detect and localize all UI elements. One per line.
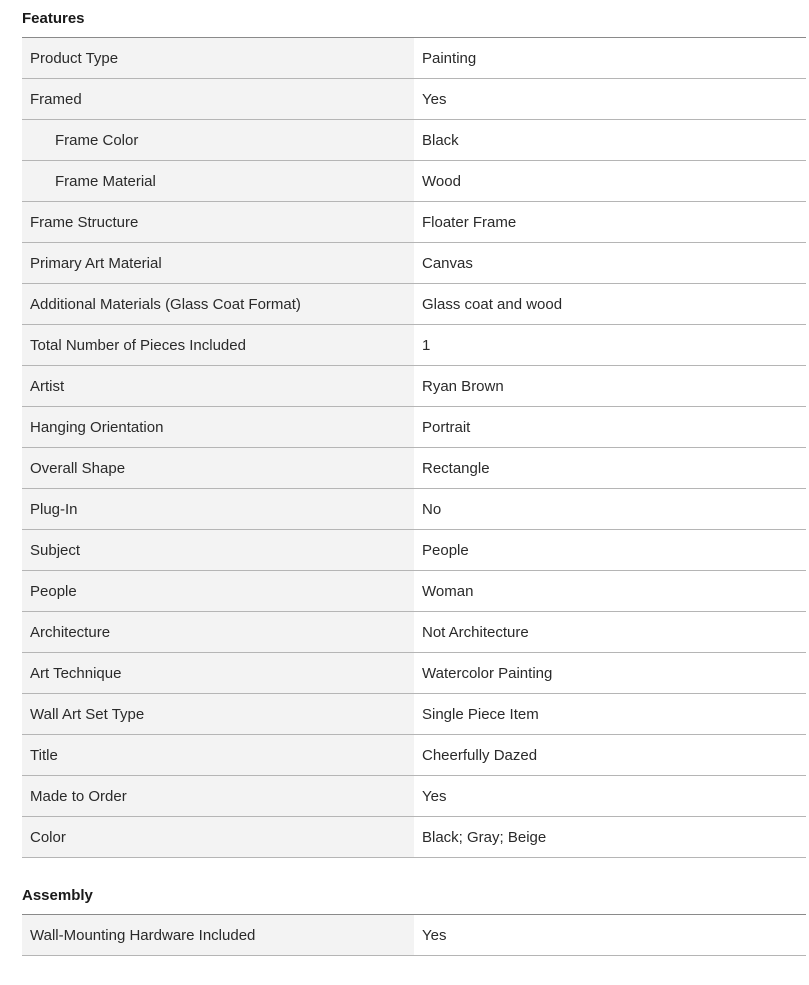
spec-row bbox=[22, 530, 806, 571]
spec-row bbox=[22, 735, 806, 776]
spec-value: Black bbox=[414, 120, 806, 161]
spec-label: Additional Materials (Glass Coat Format) bbox=[22, 284, 414, 325]
features-table bbox=[22, 38, 806, 858]
spec-row bbox=[22, 489, 806, 530]
spec-value: Wood bbox=[414, 161, 806, 202]
spec-row bbox=[22, 694, 806, 735]
spec-row bbox=[22, 325, 806, 366]
spec-value: Floater Frame bbox=[414, 202, 806, 243]
spec-row bbox=[22, 612, 806, 653]
spec-value: Not Architecture bbox=[414, 612, 806, 653]
spec-label: Title bbox=[22, 735, 414, 776]
spec-value: Yes bbox=[414, 915, 806, 956]
assembly-heading: Assembly bbox=[22, 877, 806, 915]
spec-row bbox=[22, 366, 806, 407]
spec-label: Made to Order bbox=[22, 776, 414, 817]
spec-value: Ryan Brown bbox=[414, 366, 806, 407]
spec-label: Hanging Orientation bbox=[22, 407, 414, 448]
spec-value: Woman bbox=[414, 571, 806, 612]
spec-label: Wall Art Set Type bbox=[22, 694, 414, 735]
spec-value: Rectangle bbox=[414, 448, 806, 489]
spec-label: Wall-Mounting Hardware Included bbox=[22, 915, 414, 956]
spec-row bbox=[22, 243, 806, 284]
spec-row bbox=[22, 571, 806, 612]
spec-value: Glass coat and wood bbox=[414, 284, 806, 325]
spec-row bbox=[22, 776, 806, 817]
spec-label: Framed bbox=[22, 79, 414, 120]
spec-value: Cheerfully Dazed bbox=[414, 735, 806, 776]
spec-value: No bbox=[414, 489, 806, 530]
spec-label: Overall Shape bbox=[22, 448, 414, 489]
spec-row bbox=[22, 161, 806, 202]
assembly-section bbox=[22, 877, 806, 956]
spec-row bbox=[22, 120, 806, 161]
spec-label: Art Technique bbox=[22, 653, 414, 694]
spec-label: Color bbox=[22, 817, 414, 858]
spec-label: Primary Art Material bbox=[22, 243, 414, 284]
spec-value: Portrait bbox=[414, 407, 806, 448]
spec-value: Yes bbox=[414, 79, 806, 120]
spec-value: Painting bbox=[414, 38, 806, 79]
spec-label: People bbox=[22, 571, 414, 612]
spec-value: Canvas bbox=[414, 243, 806, 284]
spec-label: Product Type bbox=[22, 38, 414, 79]
spec-label: Frame Structure bbox=[22, 202, 414, 243]
spec-value: Watercolor Painting bbox=[414, 653, 806, 694]
spec-row bbox=[22, 38, 806, 79]
spec-label: Plug-In bbox=[22, 489, 414, 530]
spec-row bbox=[22, 448, 806, 489]
assembly-table bbox=[22, 915, 806, 956]
spec-label: Architecture bbox=[22, 612, 414, 653]
spec-row bbox=[22, 653, 806, 694]
spec-label: Frame Material bbox=[22, 161, 414, 202]
spec-row bbox=[22, 407, 806, 448]
spec-value: Single Piece Item bbox=[414, 694, 806, 735]
spec-value: 1 bbox=[414, 325, 806, 366]
spec-value: Black; Gray; Beige bbox=[414, 817, 806, 858]
features-heading: Features bbox=[22, 0, 806, 38]
spec-label: Artist bbox=[22, 366, 414, 407]
spec-row bbox=[22, 79, 806, 120]
spec-row bbox=[22, 202, 806, 243]
spec-row bbox=[22, 284, 806, 325]
spec-value: People bbox=[414, 530, 806, 571]
spec-label: Total Number of Pieces Included bbox=[22, 325, 414, 366]
spec-value: Yes bbox=[414, 776, 806, 817]
spec-label: Subject bbox=[22, 530, 414, 571]
spec-row bbox=[22, 817, 806, 858]
features-section bbox=[22, 0, 806, 858]
spec-label: Frame Color bbox=[22, 120, 414, 161]
spec-row bbox=[22, 915, 806, 956]
